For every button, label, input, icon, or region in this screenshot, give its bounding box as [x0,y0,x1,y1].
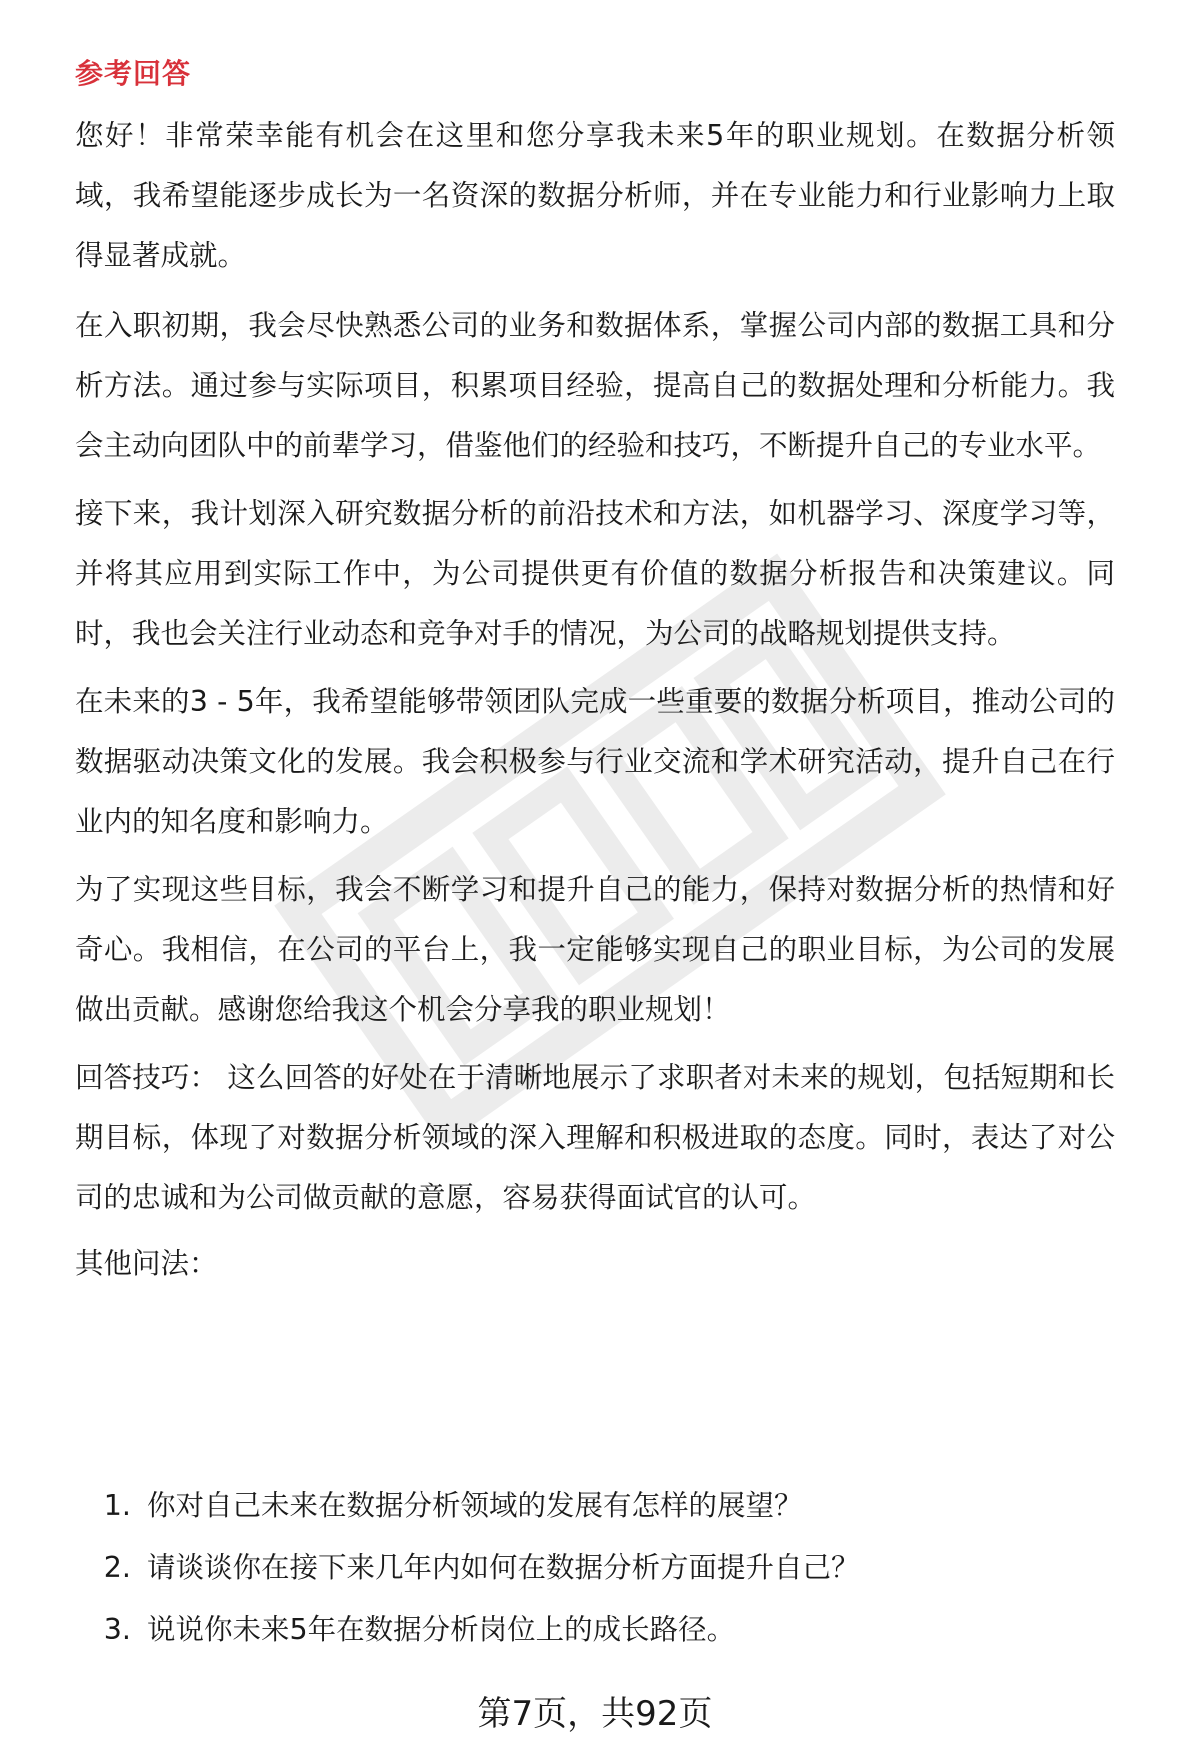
list-item-number: 2. [103,1551,131,1584]
list-item-text: 你对自己未来在数据分析领域的发展有怎样的展望？ [147,1489,803,1522]
list-item-number: 3. [103,1613,131,1646]
list-item-number: 1. [103,1489,131,1522]
list-item [75,1599,1115,1661]
paragraph-intro: 您好！非常荣幸能有机会在这里和您分享我未来5年的职业规划。在数据分析领域，我希望能逐步成长为一名资深的数据分析师，并在专业能力和行业影响力上取得显著成就。 [75,119,1115,272]
paragraph-early-stage: 在入职初期，我会尽快熟悉公司的业务和数据体系，掌握公司内部的数据工具和分析方法。通过参与实际项目，积累项目经验，提高自己的数据处理和分析能力。我会主动向团队中的前辈学习，借鉴他们的经验和技巧，不断提升自己的专业水平。 [75,309,1115,462]
paragraph-other-questions-label: 其他问法： [75,1247,218,1280]
list-item [75,1537,1115,1599]
paragraph-future-stage: 在未来的3 - 5年，我希望能够带领团队完成一些重要的数据分析项目，推动公司的数据驱动决策文化的发展。我会积极参与行业交流和学术研究活动，提升自己在行业内的知名度和影响力。 [75,685,1115,838]
section-heading: 参考回答 [75,57,192,90]
list-item-text: 说说你未来5年在数据分析岗位上的成长路径。 [147,1613,736,1646]
other-questions-list [75,1475,1115,1661]
page-footer: 第7页，共92页 [477,1694,713,1734]
paragraph-next-stage: 接下来，我计划深入研究数据分析的前沿技术和方法，如机器学习、深度学习等，并将其应用到实际工作中，为公司提供更有价值的数据分析报告和决策建议。同时，我也会关注行业动态和竞争对手的情况，为公司的战略规划提供支持。 [75,497,1115,650]
list-item-text: 请谈谈你在接下来几年内如何在数据分析方面提升自己？ [147,1551,860,1584]
paragraph-conclusion: 为了实现这些目标，我会不断学习和提升自己的能力，保持对数据分析的热情和好奇心。我相信，在公司的平台上，我一定能够实现自己的职业目标，为公司的发展做出贡献。感谢您给我这个机会分享我的职业规划！ [75,873,1115,1026]
paragraph-answer-tips: 回答技巧： 这么回答的好处在于清晰地展示了求职者对未来的规划，包括短期和长期目标，体现了对数据分析领域的深入理解和积极进取的态度。同时，表达了对公司的忠诚和为公司做贡献的意愿，容易获得面试官的认可。 [75,1061,1115,1214]
list-item [75,1475,1115,1537]
